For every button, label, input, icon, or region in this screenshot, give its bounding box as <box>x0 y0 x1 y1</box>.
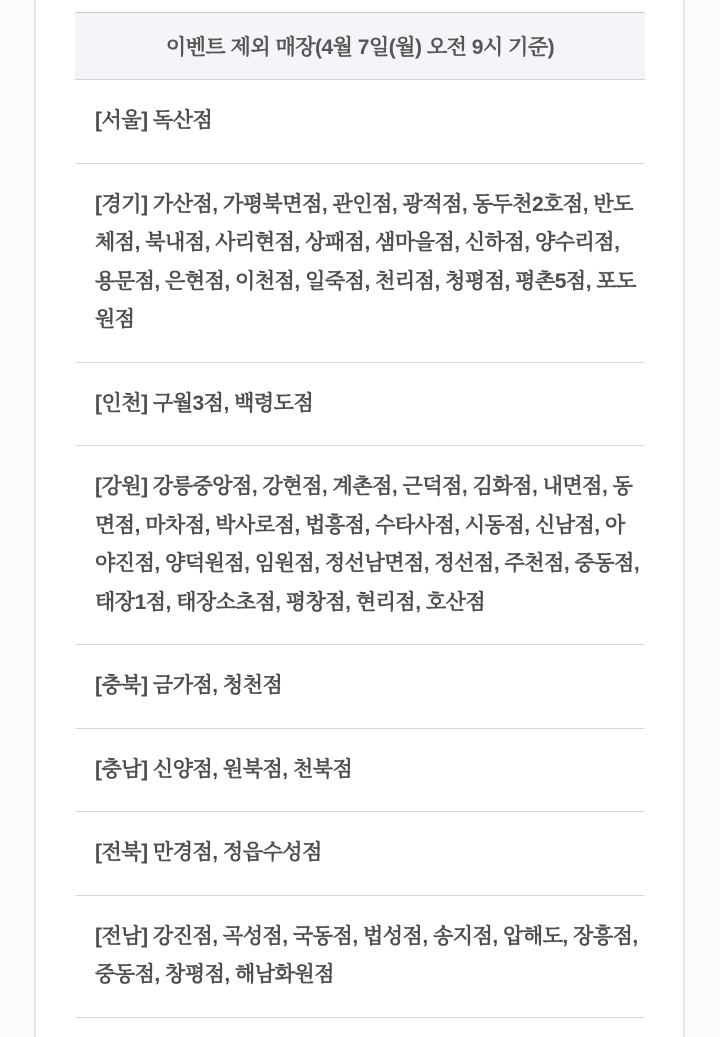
table-row <box>75 363 645 447</box>
region-label: [전남] <box>95 924 148 948</box>
store-list: 구월3점, 백령도점 <box>152 391 314 415</box>
store-list: 만경점, 정읍수성점 <box>152 841 322 864</box>
region-label: [인천] <box>95 391 148 415</box>
region-label: [전북] <box>95 841 148 864</box>
right-page-border <box>683 0 685 1037</box>
store-list: 금가점, 청천점 <box>152 674 283 697</box>
store-list: 강릉중앙점, 강현점, 계촌점, 근덕점, 김화점, 내면점, 동면점, 마차점, 박사로점, 법흥점, 수타사점, 시동점, 신남점, 아야진점, 양덕원점, 임원점, 정선남면점, 정선점, 주천점, 중동점, 태장1점, 태장소초점, 평창점, 현리점, 호산점 <box>95 475 640 614</box>
region-label: [서울] <box>95 109 148 132</box>
store-list: 강진점, 곡성점, 국동점, 법성점, 송지점, 압해도, 장흥점, 중동점, 창평점, 해남화원점 <box>95 924 638 986</box>
region-label: [강원] <box>95 475 148 498</box>
left-page-border <box>34 0 36 1037</box>
table-row <box>75 164 645 363</box>
table-row <box>75 896 645 1018</box>
table-row <box>75 645 645 729</box>
region-label: [충북] <box>95 674 148 697</box>
store-list: 독산점 <box>152 109 213 132</box>
store-list: 가산점, 가평북면점, 관인점, 광적점, 동두천2호점, 반도체점, 북내점, 사리현점, 상패점, 샘마을점, 신하점, 양수리점, 용문점, 은현점, 이천점, 일죽점, 천리점, 청평점, 평촌5점, 포도원점 <box>95 192 636 331</box>
table-row <box>75 812 645 896</box>
table-body <box>75 80 645 1018</box>
region-label: [경기] <box>95 192 148 216</box>
table-row <box>75 80 645 164</box>
table-row <box>75 446 645 645</box>
table-row <box>75 729 645 813</box>
table-title: 이벤트 제외 매장(4월 7일(월) 오전 9시 기준) <box>75 12 645 80</box>
store-list: 신양점, 원북점, 천북점 <box>152 757 353 781</box>
region-label: [충남] <box>95 757 148 781</box>
excluded-store-table <box>75 12 645 1018</box>
